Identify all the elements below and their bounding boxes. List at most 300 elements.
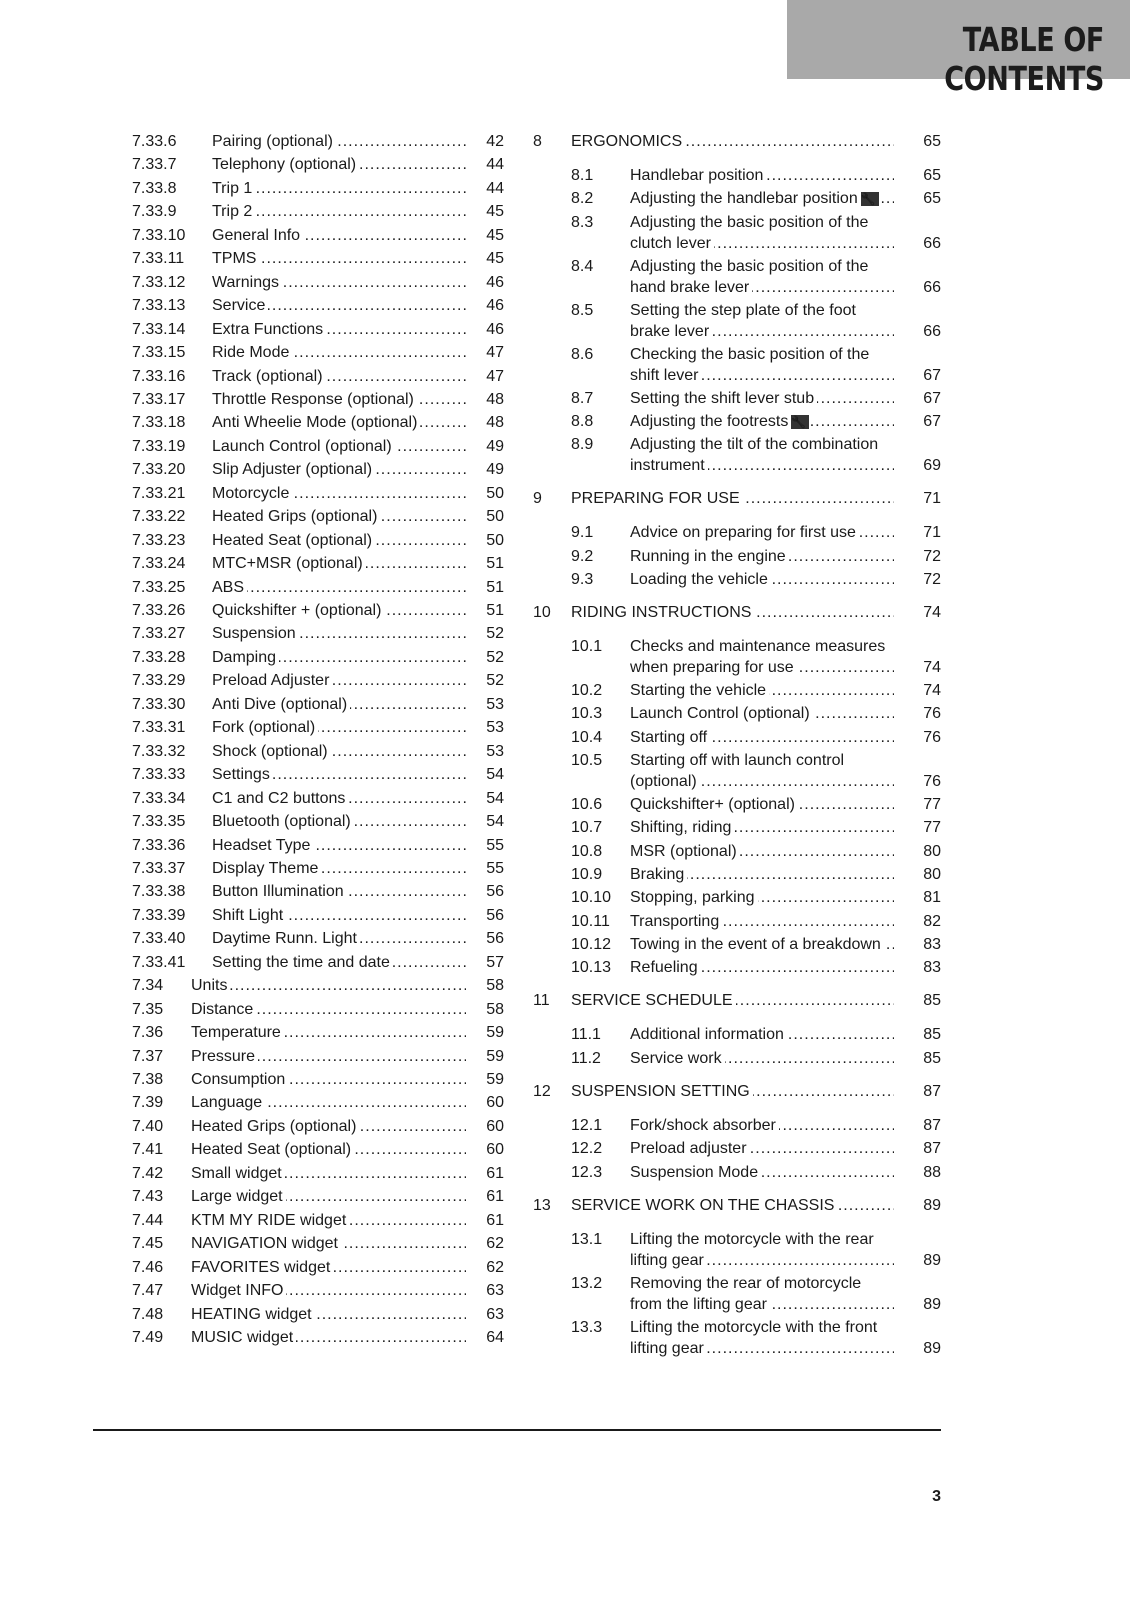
toc-entry-title: MTC+MSR (optional) [212,555,366,572]
toc-entry-title: HEATING widget [191,1306,315,1323]
toc-entry-number: 7.33.21 [132,484,186,502]
toc-entry-number: 13.2 [571,1274,603,1292]
toc-entry-title: Daytime Runn. Light [212,930,360,947]
toc-entry-page: 51 [486,578,504,596]
toc-chapter-entry[interactable] [533,132,941,152]
toc-entry-page: 67 [923,389,941,407]
toc-entry-title: Running in the engine [630,548,789,565]
toc-entry-page: 56 [486,930,504,948]
toc-entry-page: 47 [486,367,504,385]
toc-entry-page: 87 [923,1083,941,1100]
toc-entry-title: Preload Adjuster [212,672,332,689]
toc-entry-page: 54 [486,766,504,784]
toc-entry-page: 85 [923,1026,941,1044]
toc-entry[interactable] [132,367,504,387]
toc-entry[interactable] [132,390,504,410]
toc-entry[interactable] [571,389,941,409]
toc-entry-title: Advice on preparing for first use [630,524,859,541]
toc-entry[interactable] [132,812,504,832]
toc-entry-page: 85 [923,992,941,1010]
toc-entry-title: Adjusting the handlebar position [630,190,861,207]
toc-entry-page: 76 [923,728,941,746]
toc-entry-number: 10.2 [571,682,603,700]
toc-entry-title: Towing in the event of a breakdown [630,936,884,953]
toc-entry[interactable] [132,601,504,621]
toc-entry-title: Language [191,1094,265,1111]
toc-entry-page: 72 [923,547,941,565]
toc-entry-title: TPMS [212,250,259,267]
toc-entry-title: Motorcycle [212,485,292,502]
toc-entry[interactable] [132,859,504,879]
toc-entry-number: 7.33.23 [132,531,186,549]
toc-entry-page: 48 [486,390,504,408]
toc-entry[interactable] [571,728,941,748]
toc-entry-number: 8 [533,133,542,150]
toc-entry-title-continued: shift lever [630,367,701,384]
toc-entry[interactable] [571,345,941,387]
toc-entry-number: 7.49 [132,1328,164,1346]
toc-entry[interactable] [571,412,941,432]
toc-entry-title: Fork (optional) [212,719,318,736]
page-number: 3 [932,1488,941,1505]
toc-entry[interactable] [571,935,941,955]
toc-entry-title: MSR (optional) [630,843,740,860]
toc-entry-title: Removing the rear of motorcycle [630,1275,864,1292]
toc-entry[interactable] [571,912,941,932]
toc-entry-page: 50 [486,508,504,526]
toc-entry[interactable] [132,1000,504,1020]
toc-entry-number: 7.42 [132,1164,164,1182]
toc-entry-page: 80 [923,842,941,860]
toc-entry-number: 7.33.40 [132,930,186,948]
toc-entry-number: 7.33.26 [132,602,186,619]
toc-entry[interactable] [132,1164,504,1184]
toc-entry[interactable] [132,578,504,598]
toc-entry[interactable] [571,818,941,838]
toc-entry[interactable] [571,570,941,590]
toc-entry[interactable] [132,507,504,527]
toc-entry[interactable] [571,751,941,793]
toc-entry[interactable] [571,166,941,186]
toc-entry[interactable] [571,1049,941,1069]
toc-entry-page: 66 [923,234,941,252]
toc-entry-title-continued: lifting gear [630,1340,707,1357]
toc-entry-number: 13 [533,1196,551,1214]
toc-entry-page: 87 [923,1117,941,1134]
toc-entry-number: 10.4 [571,728,603,746]
toc-entry[interactable] [132,132,504,152]
toc-entry-number: 9.2 [571,547,594,565]
toc-entry-page: 81 [923,889,941,907]
toc-entry-title: Adjusting the basic position of the [630,258,871,275]
toc-entry[interactable] [571,189,941,209]
toc-entry-page: 66 [923,278,941,296]
toc-entry-title: Refueling [630,959,701,976]
toc-entry[interactable] [132,484,504,504]
toc-entry-number: 7.33.27 [132,625,186,643]
toc-entry-title: Distance [191,1001,256,1018]
toc-entry-page: 76 [923,705,941,723]
toc-entry-page: 71 [923,490,941,508]
toc-entry[interactable] [132,1093,504,1113]
toc-entry-page: 45 [486,250,504,268]
toc-entry-page: 60 [486,1117,504,1135]
toc-entry[interactable] [132,320,504,340]
toc-entry-number: 7.47 [132,1282,164,1300]
toc-entry[interactable] [571,704,941,724]
toc-entry-page: 88 [923,1163,941,1181]
toc-entry-number: 8.1 [571,167,594,184]
toc-entry[interactable] [132,836,504,856]
toc-entry-number: 10.13 [571,959,612,977]
toc-entry[interactable] [132,718,504,738]
toc-entry-number: 7.34 [132,977,164,995]
toc-entry-number: 7.33.22 [132,508,186,526]
toc-entry-title: Throttle Response (optional) [212,391,417,408]
toc-entry-page: 72 [923,570,941,588]
toc-entry-page: 51 [486,602,504,619]
toc-entry-page: 77 [923,819,941,837]
toc-entry[interactable] [132,1258,504,1278]
toc-entry-title: Display Theme [212,860,321,877]
toc-entry-number: 7.33.39 [132,906,186,924]
toc-entry-number: 10.5 [571,752,603,769]
toc-entry[interactable] [132,343,504,363]
toc-entry-title: Telephony (optional) [212,156,359,173]
toc-entry[interactable] [571,1163,941,1183]
toc-entry-number: 7.33.31 [132,719,186,737]
toc-entry-page: 53 [486,719,504,737]
toc-entry-page: 67 [923,366,941,384]
page-title: TABLE OF CONTENTS [944,20,1104,98]
toc-entry-page: 87 [923,1140,941,1158]
toc-entry-number: 7.33.32 [132,742,186,760]
toc-entry-number: 7.33.18 [132,414,186,432]
toc-entry-page: 46 [486,320,504,338]
toc-entry-number: 7.33.15 [132,344,186,362]
toc-chapter-entry[interactable] [533,1196,941,1216]
toc-entry-number: 9.1 [571,524,594,542]
toc-entry-number: 7.33.6 [132,133,177,150]
toc-entry[interactable] [132,296,504,316]
toc-entry-title: Lifting the motorcycle with the front [630,1319,880,1336]
toc-entry-title: FAVORITES widget [191,1259,333,1276]
toc-entry[interactable] [571,637,941,679]
toc-entry-page: 65 [923,167,941,184]
toc-entry-number: 7.33.9 [132,203,177,221]
toc-entry[interactable] [132,413,504,433]
toc-entry-title: Large widget [191,1188,286,1205]
toc-entry-title: Headset Type [212,837,313,854]
toc-entry[interactable] [132,202,504,222]
toc-entry-number: 10.8 [571,842,603,860]
toc-entry[interactable] [132,226,504,246]
toc-entry[interactable] [132,624,504,644]
toc-entry-number: 7.33.37 [132,859,186,877]
toc-entry[interactable] [132,554,504,574]
toc-entry-number: 12.1 [571,1117,603,1134]
toc-entry-page: 65 [923,133,941,150]
toc-entry-number: 7.33.25 [132,578,186,596]
toc-entry-page: 45 [486,203,504,221]
toc-entry[interactable] [132,695,504,715]
toc-entry-page: 50 [486,531,504,549]
toc-entry-number: 7.33.33 [132,766,186,784]
toc-entry-number: 7.33.14 [132,320,186,338]
toc-entry-title: Heated Grips (optional) [212,508,380,525]
toc-entry-number: 10.1 [571,638,603,656]
toc-entry[interactable] [571,865,941,885]
toc-entry[interactable] [132,249,504,269]
toc-chapter-entry[interactable] [533,1082,941,1102]
toc-entry-page: 42 [486,133,504,150]
toc-entry[interactable] [132,1140,504,1160]
toc-entry-title-continued: clutch lever [630,235,714,252]
toc-entry-number: 7.33.20 [132,461,186,479]
toc-entry-page: 61 [486,1164,504,1182]
toc-entry-number: 8.3 [571,213,594,231]
toc-entry-page: 51 [486,555,504,573]
toc-entry[interactable] [571,1139,941,1159]
toc-entry[interactable] [571,547,941,567]
toc-entry-title: Settings [212,766,273,783]
toc-entry-number: 10.6 [571,796,603,813]
toc-entry-title: SERVICE WORK ON THE CHASSIS [571,1197,837,1214]
toc-entry-page: 56 [486,883,504,901]
toc-entry-number: 7.33.16 [132,367,186,385]
toc-entry-number: 7.33.8 [132,179,177,197]
toc-entry[interactable] [132,179,504,199]
toc-entry-number: 7.33.12 [132,273,186,291]
toc-entry-number: 9 [533,490,542,508]
toc-entry[interactable] [571,257,941,299]
toc-entry[interactable] [132,789,504,809]
toc-entry[interactable] [571,958,941,978]
toc-entry-title: Button Illumination [212,883,347,900]
toc-entry-title: Adjusting the footrests [630,413,791,430]
toc-entry-title: KTM MY RIDE widget [191,1212,349,1229]
toc-entry-number: 7.44 [132,1211,164,1229]
toc-entry-title: Trip 2 [212,203,255,220]
toc-entry[interactable] [132,1211,504,1231]
toc-entry-title: Setting the time and date [212,954,393,971]
toc-entry-page: 49 [486,437,504,455]
toc-entry[interactable] [132,155,504,175]
toc-entry-page: 44 [486,156,504,174]
toc-entry[interactable] [132,1117,504,1137]
toc-entry[interactable] [571,795,941,815]
toc-entry[interactable] [571,888,941,908]
toc-entry-page: 83 [923,959,941,977]
toc-entry-page: 50 [486,484,504,502]
toc-entry-number: 7.33.30 [132,695,186,713]
toc-entry-title: Suspension Mode [630,1164,761,1181]
toc-entry-number: 7.39 [132,1094,164,1112]
toc-chapter-entry[interactable] [533,991,941,1011]
toc-entry[interactable] [132,1070,504,1090]
toc-entry-title: PREPARING FOR USE [571,490,743,507]
toc-entry-number: 7.33.41 [132,953,186,971]
toc-entry-title-continued: from the lifting gear [630,1296,770,1313]
toc-entry-number: 10.10 [571,889,612,907]
toc-entry-number: 7.33.36 [132,836,186,854]
toc-entry[interactable] [571,1230,941,1272]
toc-entry-page: 67 [923,412,941,430]
toc-entry-number: 7.43 [132,1188,164,1206]
toc-entry[interactable] [132,1187,504,1207]
toc-entry[interactable] [132,742,504,762]
toc-entry-title: Checking the basic position of the [630,346,872,363]
toc-entry-title: Service [212,297,268,314]
toc-entry[interactable] [571,213,941,255]
toc-entry-title-continued: when preparing for use [630,659,797,676]
toc-entry-page: 59 [486,1071,504,1088]
toc-entry[interactable] [132,1234,504,1254]
toc-entry-title: Handlebar position [630,167,766,184]
toc-entry-number: 8.9 [571,436,594,454]
toc-entry-title: Quickshifter + (optional) [212,602,384,619]
toc-entry-number: 8.2 [571,190,594,208]
toc-entry-title: Adjusting the basic position of the [630,214,871,231]
toc-entry[interactable] [571,1025,941,1045]
toc-entry[interactable] [571,1274,941,1316]
toc-entry[interactable] [132,273,504,293]
toc-entry-number: 7.33.13 [132,297,186,315]
toc-entry[interactable] [132,648,504,668]
toc-entry-title: Starting off [630,729,710,746]
toc-entry-page: 47 [486,344,504,362]
toc-entry-number: 12 [533,1083,551,1100]
toc-entry-title: Units [191,977,230,994]
toc-entry-page: 71 [923,524,941,542]
toc-entry[interactable] [132,1328,504,1348]
toc-entry-title: Pairing (optional) [212,133,336,150]
toc-entry-page: 46 [486,273,504,291]
toc-entry[interactable] [132,765,504,785]
toc-entry[interactable] [571,435,941,477]
toc-entry-title: Anti Wheelie Mode (optional) [212,414,420,431]
toc-entry-number: 7.37 [132,1047,164,1065]
header-banner [787,0,1130,98]
toc-entry-page: 74 [923,682,941,700]
toc-entry-number: 11.2 [571,1049,601,1067]
toc-entry-page: 53 [486,742,504,760]
toc-entry-number: 7.41 [132,1141,164,1159]
toc-entry-title: Adjusting the tilt of the combination [630,436,881,453]
toc-entry-title-continued: instrument [630,457,708,474]
toc-entry-title: Suspension [212,625,299,642]
toc-entry-page: 61 [486,1188,504,1206]
toc-entry-title: Preload adjuster [630,1140,750,1157]
toc-entry[interactable] [132,437,504,457]
toc-entry-number: 7.33.17 [132,390,186,408]
toc-entry[interactable] [132,671,504,691]
toc-entry[interactable] [571,681,941,701]
toc-entry-title: Trip 1 [212,180,255,197]
toc-entry-number: 7.38 [132,1071,164,1088]
toc-entry-page: 89 [923,1196,941,1214]
toc-entry-page: 74 [923,659,941,677]
toc-entry[interactable] [132,531,504,551]
toc-entry-page: 59 [486,1024,504,1042]
toc-entry-number: 10.7 [571,819,603,837]
toc-entry-page: 89 [923,1251,941,1269]
toc-entry-page: 48 [486,414,504,432]
toc-entry-number: 7.36 [132,1024,164,1042]
toc-entry-title: C1 and C2 buttons [212,790,348,807]
toc-entry-page: 64 [486,1328,504,1346]
toc-entry-number: 7.45 [132,1235,164,1253]
toc-entry-title: Anti Dive (optional) [212,696,350,713]
toc-entry-title: MUSIC widget [191,1329,296,1346]
toc-entry-number: 11.1 [571,1026,601,1044]
toc-entry-title: Heated Grips (optional) [191,1118,359,1135]
toc-entry-page: 54 [486,813,504,831]
toc-entry-page: 65 [923,190,941,208]
toc-entry-page: 57 [486,953,504,971]
toc-entry-page: 69 [923,457,941,475]
toc-entry[interactable] [132,906,504,926]
toc-entry[interactable] [571,1318,941,1360]
toc-entry-number: 8.7 [571,389,594,407]
toc-entry-page: 58 [486,1000,504,1018]
toc-entry-page: 55 [486,836,504,854]
toc-entry-number: 7.33.24 [132,555,186,573]
toc-entry-page: 54 [486,789,504,807]
toc-entry-number: 10 [533,604,551,622]
toc-entry-title: Starting off with launch control [630,752,847,769]
toc-entry-number: 8.5 [571,301,594,319]
toc-entry[interactable] [132,929,504,949]
toc-entry-number: 10.11 [571,912,610,930]
toc-entry-title: Widget INFO [191,1282,286,1299]
toc-entry[interactable] [132,460,504,480]
toc-entry-number: 10.9 [571,865,603,883]
toc-entry[interactable] [132,953,504,973]
toc-entry-number: 13.1 [571,1230,603,1248]
toc-entry-page: 74 [923,604,941,622]
toc-chapter-entry[interactable] [533,603,941,623]
toc-entry[interactable] [132,1281,504,1301]
toc-entry-page: 80 [923,865,941,883]
toc-entry[interactable] [132,1023,504,1043]
toc-entry-title: Shifting, riding [630,819,734,836]
toc-entry[interactable] [571,523,941,543]
toc-entry-title: Setting the shift lever stub [630,390,817,407]
toc-entry[interactable] [571,1116,941,1136]
toc-entry[interactable] [132,1047,504,1067]
toc-entry-title: Shock (optional) [212,743,331,760]
toc-chapter-entry[interactable] [533,489,941,509]
toc-entry-title: Stopping, parking [630,889,758,906]
toc-entry[interactable] [132,882,504,902]
toc-entry-title: SERVICE SCHEDULE [571,992,736,1009]
toc-entry[interactable] [571,301,941,343]
toc-entry[interactable] [132,976,504,996]
toc-entry-title: Service work [630,1050,725,1067]
toc-entry-title-continued: (optional) [630,773,700,790]
toc-entry-title: Heated Seat (optional) [191,1141,354,1158]
toc-entry[interactable] [132,1305,504,1325]
toc-entry-page: 55 [486,859,504,877]
toc-entry-page: 52 [486,672,504,690]
toc-entry[interactable] [571,842,941,862]
toc-entry-number: 10.12 [571,935,612,953]
toc-entry-number: 7.33.7 [132,156,177,174]
toc-entry-title: ERGONOMICS [571,133,685,150]
toc-entry-page: 59 [486,1047,504,1065]
toc-entry-page: 63 [486,1282,504,1300]
